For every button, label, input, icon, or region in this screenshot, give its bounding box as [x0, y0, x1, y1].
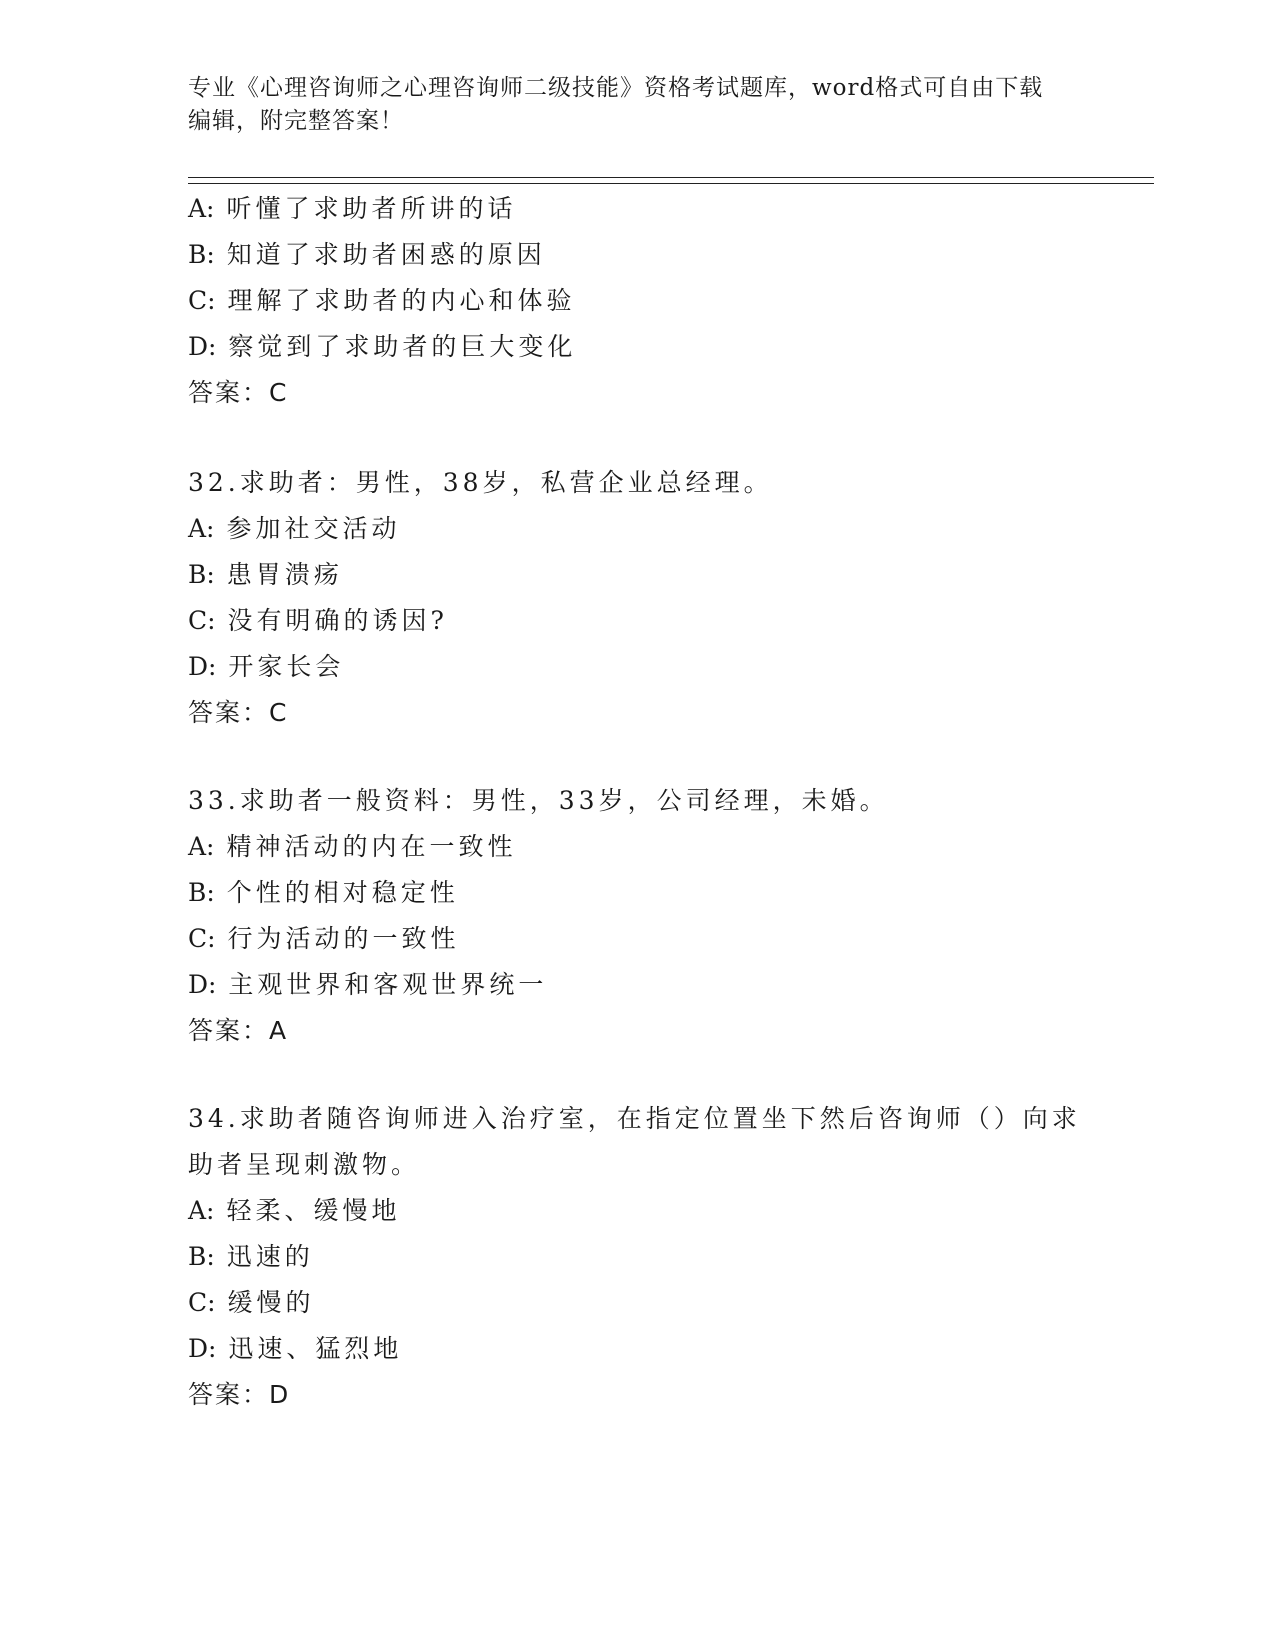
option-c — [188, 1280, 1081, 1326]
option-text: 个性的相对稳定性 — [226, 878, 459, 907]
option-a — [188, 824, 889, 870]
option-d — [188, 1326, 1081, 1372]
option-a — [188, 1188, 1081, 1234]
option-b — [188, 232, 576, 278]
option-c — [188, 278, 576, 324]
option-letter: B: — [188, 560, 215, 589]
option-text: 参加社交活动 — [226, 514, 401, 543]
question-34 — [188, 1096, 1081, 1418]
option-text: 患胃溃疡 — [226, 560, 343, 589]
option-letter: C: — [188, 606, 216, 635]
option-letter: D: — [188, 970, 217, 999]
option-text: 听懂了求助者所讲的话 — [226, 194, 517, 223]
option-text: 察觉到了求助者的巨大变化 — [228, 332, 577, 361]
option-text: 精神活动的内在一致性 — [226, 832, 517, 861]
option-d — [188, 644, 773, 690]
option-c — [188, 598, 773, 644]
option-text: 轻柔、缓慢地 — [226, 1196, 401, 1225]
option-letter: B: — [188, 240, 215, 269]
option-letter: D: — [188, 1334, 217, 1363]
option-text: 理解了求助者的内心和体验 — [227, 286, 576, 315]
option-text: 行为活动的一致性 — [227, 924, 460, 953]
option-b — [188, 870, 889, 916]
option-letter: A: — [188, 194, 215, 223]
answer-line: 答案：A — [188, 1016, 289, 1045]
question-stem-line-2: 助者呈现刺激物。 — [188, 1150, 421, 1179]
option-a — [188, 506, 773, 552]
question-stem-line-1: 34.求助者随咨询师进入治疗室，在指定位置坐下然后咨询师（）向求 — [188, 1104, 1081, 1133]
option-letter: C: — [188, 1288, 216, 1317]
header-line-1: 专业《心理咨询师之心理咨询师二级技能》资格考试题库，word格式可自由下载 — [188, 75, 1044, 101]
option-text: 主观世界和客观世界统一 — [228, 970, 548, 999]
option-letter: B: — [188, 1242, 215, 1271]
question-31 — [188, 186, 576, 416]
option-letter: C: — [188, 924, 216, 953]
answer-line: 答案：C — [188, 698, 289, 727]
header-divider-top — [188, 177, 1154, 178]
question-33 — [188, 778, 889, 1054]
option-a — [188, 186, 576, 232]
option-text: 迅速、猛烈地 — [228, 1334, 403, 1363]
option-text: 没有明确的诱因? — [227, 606, 448, 635]
document-header — [188, 72, 1088, 138]
option-d — [188, 324, 576, 370]
option-b — [188, 1234, 1081, 1280]
option-text: 缓慢的 — [227, 1288, 315, 1317]
header-line-2: 编辑，附完整答案！ — [188, 108, 404, 134]
answer-line: 答案：D — [188, 1380, 291, 1409]
option-c — [188, 916, 889, 962]
option-d — [188, 962, 889, 1008]
option-letter: B: — [188, 878, 215, 907]
option-letter: C: — [188, 286, 216, 315]
option-letter: D: — [188, 332, 217, 361]
question-stem: 32.求助者：男性，38岁，私营企业总经理。 — [188, 468, 773, 497]
answer-line: 答案：C — [188, 378, 289, 407]
option-letter: A: — [188, 1196, 215, 1225]
option-text: 开家长会 — [228, 652, 345, 681]
option-text: 迅速的 — [226, 1242, 314, 1271]
option-letter: A: — [188, 514, 215, 543]
option-b — [188, 552, 773, 598]
option-text: 知道了求助者困惑的原因 — [226, 240, 546, 269]
question-stem: 33.求助者一般资料：男性，33岁，公司经理，未婚。 — [188, 786, 889, 815]
header-divider-bottom — [188, 183, 1154, 184]
option-letter: D: — [188, 652, 217, 681]
option-letter: A: — [188, 832, 215, 861]
question-32 — [188, 460, 773, 736]
